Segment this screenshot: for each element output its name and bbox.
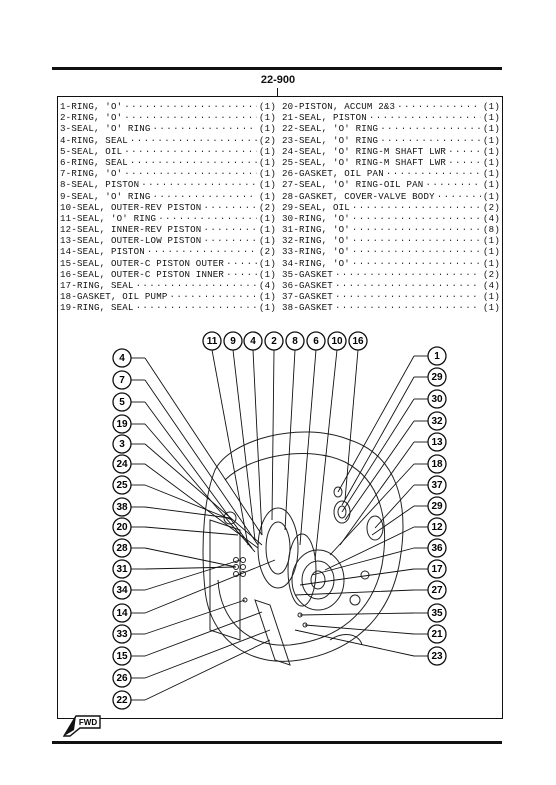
callout-number: 24 <box>116 459 128 470</box>
callout-number: 21 <box>431 629 443 640</box>
callout-left-28 <box>113 539 131 557</box>
part-number-and-name: 35-GASKET <box>282 268 333 280</box>
part-name: SEAL, INNER-REV PISTON <box>77 224 202 236</box>
callout-top-8 <box>286 332 304 350</box>
part-quantity: (2) <box>259 201 276 213</box>
part-number: 15 <box>60 257 72 269</box>
leader-line <box>345 350 358 500</box>
part-number-and-name: 36-GASKET <box>282 280 333 291</box>
part-name: RING, SEAL <box>71 156 128 168</box>
callout-right-12 <box>428 518 446 536</box>
part-number: 31 <box>282 224 294 236</box>
callout-top-11 <box>203 332 221 350</box>
part-number-and-name: 6-RING, SEAL <box>60 156 128 168</box>
leader-line <box>145 424 255 552</box>
part-quantity: (2) <box>483 201 500 213</box>
part-quantity: (4) <box>483 280 500 291</box>
callout-right-30 <box>428 390 446 408</box>
callout-leaders <box>131 350 428 700</box>
leader-line <box>212 350 248 545</box>
part-number-and-name: 16-SEAL, OUTER-C PISTON INNER <box>60 268 225 280</box>
part-name: RING, 'O' <box>299 257 350 269</box>
part-number-and-name: 21-SEAL, PISTON <box>282 112 367 124</box>
part-number: 1 <box>60 101 66 112</box>
part-quantity: (2) <box>259 246 276 258</box>
part-number: 27 <box>282 179 294 191</box>
callout-right-29 <box>428 368 446 386</box>
part-name: SEAL, PISTON <box>77 246 145 258</box>
part-quantity: (1) <box>483 291 500 303</box>
part-name: SEAL, OUTER-LOW PISTON <box>77 235 202 247</box>
part-number: 38 <box>282 302 294 314</box>
part-number-and-name: 9-SEAL, 'O' RING <box>60 190 151 202</box>
callout-number: 31 <box>116 564 128 575</box>
part-number: 7 <box>60 168 66 180</box>
callout-number: 18 <box>431 459 443 470</box>
part-quantity: (1) <box>259 190 276 202</box>
part-number: 19 <box>60 302 72 314</box>
part-number-and-name: 13-SEAL, OUTER-LOW PISTON <box>60 235 202 247</box>
callout-top-10 <box>328 332 346 350</box>
part-quantity: (1) <box>483 123 500 135</box>
callout-left-4 <box>113 349 131 367</box>
leader-line <box>325 527 414 570</box>
callout-number: 35 <box>431 608 443 619</box>
part-number: 6 <box>60 156 66 168</box>
part-quantity: (1) <box>259 156 276 168</box>
callout-number: 29 <box>431 501 443 512</box>
callout-number: 16 <box>352 336 364 347</box>
part-number-and-name: 7-RING, 'O' <box>60 168 123 180</box>
callout-left-31 <box>113 560 131 578</box>
part-number: 21 <box>282 112 294 124</box>
callout-number: 27 <box>431 585 443 596</box>
callout-left-5 <box>113 393 131 411</box>
callout-right-18 <box>428 455 446 473</box>
section-code: 22-900 <box>260 74 296 86</box>
part-number: 28 <box>282 190 294 202</box>
part-number: 36 <box>282 280 294 291</box>
fwd-label: FWD <box>78 718 98 727</box>
part-number: 4 <box>60 134 66 146</box>
callout-number: 28 <box>116 543 128 554</box>
part-number-and-name: 17-RING, SEAL <box>60 280 134 291</box>
leader-line <box>145 612 262 656</box>
part-number: 25 <box>282 156 294 168</box>
part-number: 18 <box>60 291 72 303</box>
leader-line <box>338 356 414 492</box>
callout-number: 17 <box>431 564 443 575</box>
part-number-and-name: 32-RING, 'O' <box>282 235 350 247</box>
callout-left-15 <box>113 647 131 665</box>
part-number-and-name: 8-SEAL, PISTON <box>60 179 140 191</box>
callout-right-1 <box>428 347 446 365</box>
part-number-and-name: 10-SEAL, OUTER-REV PISTON <box>60 201 202 213</box>
leader-line <box>253 350 262 535</box>
part-name: RING, 'O' <box>299 212 350 224</box>
part-number: 5 <box>60 145 66 157</box>
part-number: 12 <box>60 224 72 236</box>
callout-number: 20 <box>116 522 128 533</box>
callout-left-14 <box>113 604 131 622</box>
part-number: 2 <box>60 112 66 124</box>
part-name: SEAL, PISTON <box>299 112 367 124</box>
callout-right-36 <box>428 539 446 557</box>
leader-line <box>233 350 255 540</box>
part-number-and-name: 28-GASKET, COVER-VALVE BODY <box>282 190 435 202</box>
part-number: 14 <box>60 246 72 258</box>
part-number-and-name: 27-SEAL, 'O' RING-OIL PAN <box>282 179 424 191</box>
part-quantity: (2) <box>259 134 276 146</box>
part-name: SEAL, 'O' RING <box>299 123 379 135</box>
part-number-and-name: 25-SEAL, 'O' RING-M SHAFT LWR <box>282 156 447 168</box>
callout-top-16 <box>349 332 367 350</box>
callout-number: 25 <box>116 480 128 491</box>
part-number: 3 <box>60 123 66 135</box>
callout-number: 11 <box>206 336 218 347</box>
callout-left-33 <box>113 625 131 643</box>
part-quantity: (1) <box>259 123 276 135</box>
callout-top-9 <box>224 332 242 350</box>
part-number-and-name: 18-GASKET, OIL PUMP <box>60 291 168 303</box>
part-number-and-name: 12-SEAL, INNER-REV PISTON <box>60 224 202 236</box>
part-number: 9 <box>60 190 66 202</box>
callout-left-22 <box>113 691 131 709</box>
callout-number: 10 <box>331 336 343 347</box>
part-name: GASKET, OIL PAN <box>299 168 384 180</box>
part-quantity: (1) <box>259 145 276 157</box>
callout-number: 38 <box>116 502 128 513</box>
part-number: 33 <box>282 246 294 258</box>
leader-line <box>330 464 414 555</box>
part-number-and-name: 2-RING, 'O' <box>60 112 123 124</box>
leader-line <box>145 548 236 567</box>
part-quantity: (1) <box>259 179 276 191</box>
part-quantity: (1) <box>259 112 276 124</box>
part-number-and-name: 37-GASKET <box>282 291 333 303</box>
part-quantity: (1) <box>259 302 276 314</box>
part-quantity: (1) <box>483 257 500 269</box>
part-quantity: (1) <box>259 101 276 112</box>
callout-number: 37 <box>431 480 443 491</box>
callout-right-23 <box>428 647 446 665</box>
callout-right-35 <box>428 604 446 622</box>
callout-left-34 <box>113 581 131 599</box>
part-number: 11 <box>60 212 72 224</box>
callout-left-24 <box>113 455 131 473</box>
transmission-case-drawing <box>203 432 403 665</box>
callout-left-3 <box>113 435 131 453</box>
part-name: RING, 'O' <box>299 246 350 258</box>
part-name: SEAL, PISTON <box>71 179 140 191</box>
callout-right-27 <box>428 581 446 599</box>
part-quantity: (1) <box>259 257 276 269</box>
part-number-and-name: 31-RING, 'O' <box>282 224 350 236</box>
callout-number: 14 <box>116 608 128 619</box>
part-number-and-name: 22-SEAL, 'O' RING <box>282 123 379 135</box>
callout-right-17 <box>428 560 446 578</box>
callout-left-19 <box>113 415 131 433</box>
part-number: 17 <box>60 280 72 291</box>
callout-number: 23 <box>431 651 443 662</box>
part-name: RING, SEAL <box>77 280 134 291</box>
callout-right-32 <box>428 412 446 430</box>
leader-line <box>305 625 414 634</box>
part-name: RING, SEAL <box>71 134 128 146</box>
part-quantity: (1) <box>259 224 276 236</box>
part-quantity: (1) <box>483 179 500 191</box>
part-number: 34 <box>282 257 294 269</box>
part-name: GASKET <box>299 302 333 314</box>
part-name: SEAL, 'O' RING <box>71 190 151 202</box>
part-name: SEAL, 'O' RING-OIL PAN <box>299 179 424 191</box>
leader-line <box>300 350 316 545</box>
part-name: GASKET <box>299 280 333 291</box>
part-number-and-name: 19-RING, SEAL <box>60 302 134 314</box>
part-number-and-name: 20-PISTON, ACCUM 2&3 <box>282 101 396 112</box>
part-quantity: (1) <box>483 246 500 258</box>
leader-line <box>145 560 240 590</box>
part-quantity: (1) <box>259 268 276 280</box>
callout-top-6 <box>307 332 325 350</box>
part-name: RING, 'O' <box>299 224 350 236</box>
part-quantity: (1) <box>483 302 500 314</box>
part-name: SEAL, OUTER-C PISTON INNER <box>77 268 225 280</box>
callout-number: 22 <box>116 695 128 706</box>
part-quantity: (1) <box>259 168 276 180</box>
callout-number: 7 <box>119 375 125 386</box>
leader-line <box>145 630 270 678</box>
part-quantity: (1) <box>483 112 500 124</box>
part-quantity: (1) <box>483 235 500 247</box>
part-quantity: (1) <box>483 101 500 112</box>
callout-left-26 <box>113 669 131 687</box>
part-number-and-name: 5-SEAL, OIL <box>60 145 123 157</box>
leader-line <box>295 630 414 656</box>
leader-line <box>285 350 295 530</box>
callout-number: 8 <box>292 336 298 347</box>
bottom-rule <box>52 741 502 744</box>
part-name: SEAL, OUTER-C PISTON OUTER <box>77 257 225 269</box>
callout-number: 33 <box>116 629 128 640</box>
leader-line <box>145 567 236 569</box>
leader-line <box>145 402 252 548</box>
part-number: 8 <box>60 179 66 191</box>
part-name: SEAL, 'O' RING <box>77 212 157 224</box>
part-number-and-name: 4-RING, SEAL <box>60 134 128 146</box>
leader-line <box>145 600 245 634</box>
part-number-and-name: 26-GASKET, OIL PAN <box>282 168 384 180</box>
part-quantity: (4) <box>259 280 276 291</box>
callout-top-4 <box>244 332 262 350</box>
callout-number: 12 <box>431 522 443 533</box>
part-number-and-name: 14-SEAL, PISTON <box>60 246 145 258</box>
part-number: 30 <box>282 212 294 224</box>
part-name: GASKET <box>299 268 333 280</box>
part-number: 22 <box>282 123 294 135</box>
part-name: GASKET, COVER-VALVE BODY <box>299 190 435 202</box>
part-number: 24 <box>282 145 294 157</box>
part-number-and-name: 30-RING, 'O' <box>282 212 350 224</box>
part-name: GASKET <box>299 291 333 303</box>
part-number-and-name: 33-RING, 'O' <box>282 246 350 258</box>
callout-number: 36 <box>431 543 443 554</box>
part-number: 35 <box>282 268 294 280</box>
part-quantity: (1) <box>483 134 500 146</box>
part-name: RING, 'O' <box>71 112 123 124</box>
leader-line <box>315 350 337 560</box>
part-number: 37 <box>282 291 294 303</box>
forward-direction-icon <box>62 712 102 738</box>
part-name: GASKET, OIL PUMP <box>77 291 168 303</box>
leader-line <box>345 421 414 520</box>
part-quantity: (1) <box>259 212 276 224</box>
part-number-and-name: 38-GASKET <box>282 302 333 314</box>
callout-right-29 <box>428 497 446 515</box>
part-name: SEAL, OUTER-REV PISTON <box>77 201 202 213</box>
part-number: 32 <box>282 235 294 247</box>
part-name: SEAL, 'O' RING-M SHAFT LWR <box>299 156 447 168</box>
callout-number: 19 <box>116 419 128 430</box>
leader-line <box>145 527 238 535</box>
callout-left-38 <box>113 498 131 516</box>
callout-right-37 <box>428 476 446 494</box>
part-number: 26 <box>282 168 294 180</box>
part-name: SEAL, OIL <box>299 201 350 213</box>
part-number: 23 <box>282 134 294 146</box>
part-number-and-name: 23-SEAL, 'O' RING <box>282 134 379 146</box>
callout-right-21 <box>428 625 446 643</box>
part-number-and-name: 34-RING, 'O' <box>282 257 350 269</box>
part-quantity: (2) <box>483 268 500 280</box>
callout-top-2 <box>265 332 283 350</box>
part-quantity: (8) <box>483 224 500 236</box>
part-name: RING, 'O' <box>299 235 350 247</box>
part-quantity: (1) <box>483 168 500 180</box>
callout-left-25 <box>113 476 131 494</box>
part-name: SEAL, OIL <box>71 145 123 157</box>
callout-number: 9 <box>230 336 236 347</box>
callout-number: 29 <box>431 372 443 383</box>
callout-left-7 <box>113 371 131 389</box>
part-number-and-name: 1-RING, 'O' <box>60 101 123 112</box>
callout-number: 32 <box>431 416 443 427</box>
callout-number: 4 <box>119 353 125 364</box>
part-number: 13 <box>60 235 72 247</box>
callout-left-20 <box>113 518 131 536</box>
part-number-and-name: 3-SEAL, 'O' RING <box>60 123 151 135</box>
callout-number: 30 <box>431 394 443 405</box>
callout-number: 1 <box>434 351 440 362</box>
callout-number: 3 <box>119 439 125 450</box>
part-number: 16 <box>60 268 72 280</box>
callout-number: 6 <box>313 336 319 347</box>
part-quantity: (1) <box>483 145 500 157</box>
part-quantity: (1) <box>483 156 500 168</box>
part-name: SEAL, 'O' RING <box>71 123 151 135</box>
part-number: 20 <box>282 101 294 112</box>
part-name: RING, SEAL <box>77 302 134 314</box>
callout-number: 4 <box>250 336 256 347</box>
callout-number: 15 <box>116 651 128 662</box>
part-quantity: (1) <box>483 190 500 202</box>
callout-number: 13 <box>431 437 443 448</box>
part-name: SEAL, 'O' RING <box>299 134 379 146</box>
part-number-and-name: 11-SEAL, 'O' RING <box>60 212 157 224</box>
callout-number: 34 <box>116 585 128 596</box>
part-number-and-name: 29-SEAL, OIL <box>282 201 350 213</box>
leader-line <box>145 380 258 545</box>
part-quantity: (1) <box>259 235 276 247</box>
part-name: SEAL, 'O' RING-M SHAFT LWR <box>299 145 447 157</box>
part-quantity: (4) <box>483 212 500 224</box>
part-number: 10 <box>60 201 72 213</box>
callout-number: 26 <box>116 673 128 684</box>
part-number: 29 <box>282 201 294 213</box>
callout-number: 2 <box>271 336 277 347</box>
part-number-and-name: 24-SEAL, 'O' RING-M SHAFT LWR <box>282 145 447 157</box>
part-name: RING, 'O' <box>71 101 123 112</box>
callout-number: 5 <box>119 397 125 408</box>
part-name: RING, 'O' <box>71 168 123 180</box>
leader-line <box>372 506 414 535</box>
part-name: PISTON, ACCUM 2&3 <box>299 101 396 112</box>
callout-right-13 <box>428 433 446 451</box>
part-quantity: (1) <box>259 291 276 303</box>
leader-line <box>342 399 414 512</box>
part-number-and-name: 15-SEAL, OUTER-C PISTON OUTER <box>60 257 225 269</box>
